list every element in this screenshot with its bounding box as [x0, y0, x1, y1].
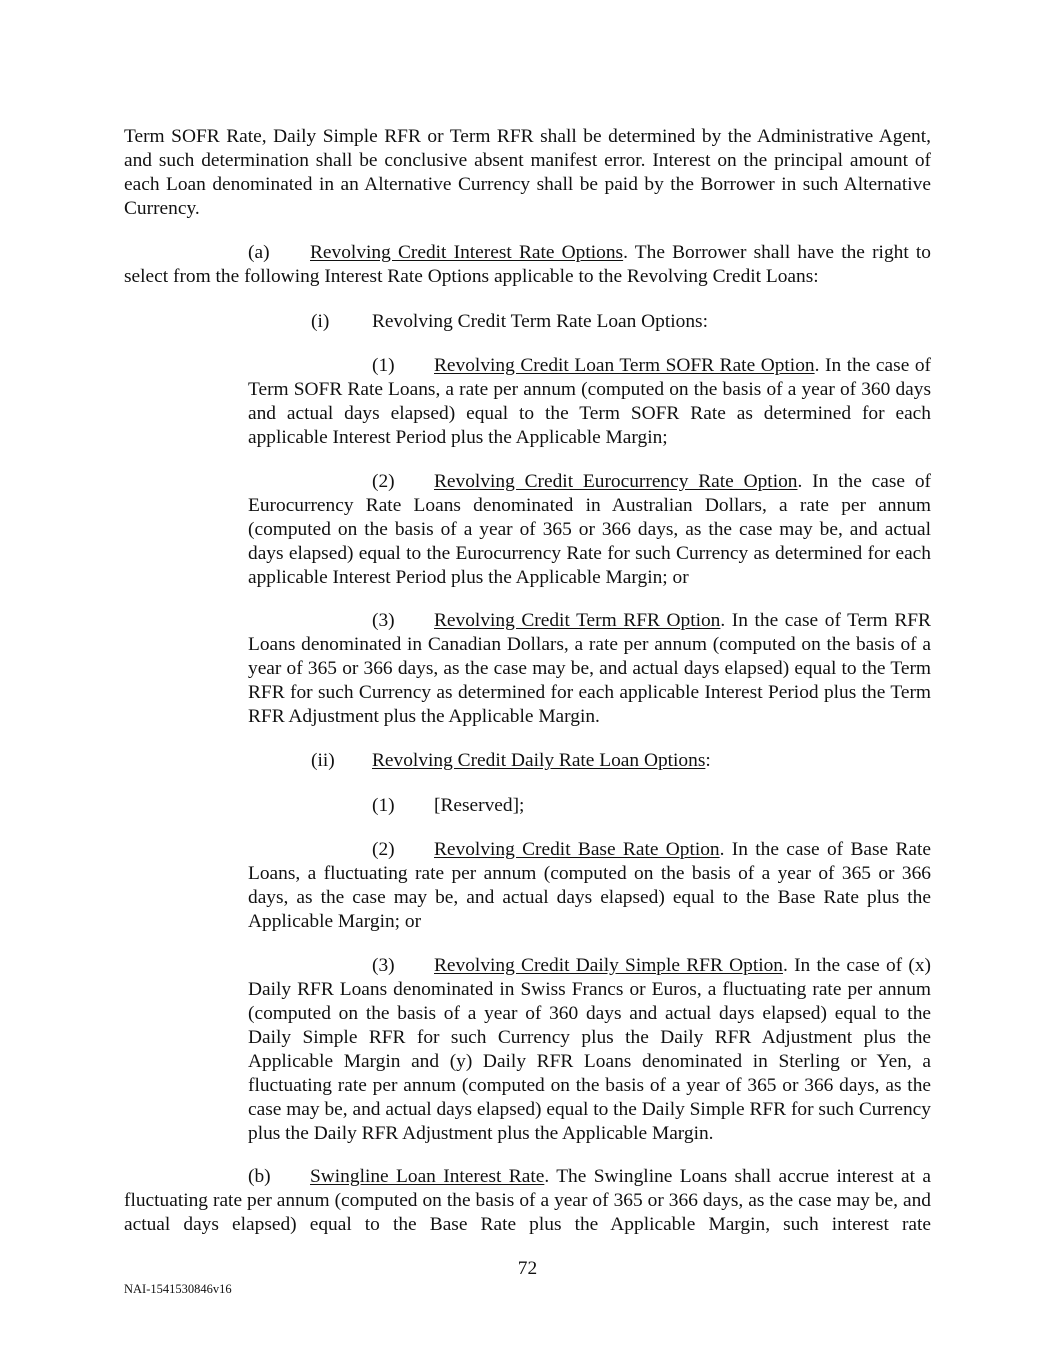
option-i1-paragraph: [248, 354, 931, 450]
section-b-text: . The Swingline Loans shall accrue interest at a fluctuating rate per annum (computed on the basis of a year of 365 or 366 days, as the case may be, and actual days elapsed) equal to the Base Rate plus the Applicable Margin, such interest rate: [124, 1166, 931, 1235]
section-b-title: Swingline Loan Interest Rate: [310, 1166, 545, 1187]
option-i3-text: . In the case of Term RFR Loans denominated in Canadian Dollars, a rate per annum (computed on the basis of a year of 365 or 366 days, as the case may be, and actual days elapsed) equal to the Term RFR for such Currency as determined for each applicable Interest Period plus the Term RFR Adjustment plus the Applicable Margin.: [248, 610, 931, 727]
option-ii3-number: (3): [372, 955, 395, 976]
section-ii-colon: :: [705, 750, 711, 771]
section-ii-number: (ii): [311, 750, 335, 771]
option-i2-title: Revolving Credit Eurocurrency Rate Option: [434, 471, 798, 492]
option-i3-number: (3): [372, 610, 395, 631]
option-ii3-paragraph: [248, 954, 931, 1146]
section-a-paragraph: [124, 241, 931, 289]
option-i3-title: Revolving Credit Term RFR Option: [434, 610, 721, 631]
option-ii3-title: Revolving Credit Daily Simple RFR Option: [434, 955, 783, 976]
option-i1-title: Revolving Credit Loan Term SOFR Rate Option: [434, 355, 815, 376]
option-i2-paragraph: [248, 470, 931, 590]
section-a-number: (a): [248, 242, 270, 263]
section-a-text: . The Borrower shall have the right to select from the following Interest Rate Options applicable to the Revolving Credit Loans:: [124, 242, 931, 287]
option-ii2-text: . In the case of Base Rate Loans, a fluctuating rate per annum (computed on the basis of a year of 365 or 366 days, as the case may be, and actual days elapsed) equal to the Base Rate plus the Applicable Margin; or: [248, 839, 931, 932]
intro-paragraph: [124, 125, 931, 221]
option-i2-number: (2): [372, 471, 395, 492]
section-ii-heading: [311, 749, 711, 773]
option-i1-number: (1): [372, 355, 395, 376]
option-i1-text: . In the case of Term SOFR Rate Loans, a rate per annum (computed on the basis of a year of 360 days and actual days elapsed) equal to the Term SOFR Rate as determined for each applicable Interest Period plus the Applicable Margin;: [248, 355, 931, 448]
section-b-paragraph: [124, 1165, 931, 1237]
option-ii1-number: (1): [372, 795, 395, 816]
option-ii3-text: . In the case of (x) Daily RFR Loans denominated in Swiss Francs or Euros, a fluctuating rate per annum (computed on the basis of a year of 360 days and actual days elapsed) equal to the Daily Simple RFR for such Currency plus the Daily RFR Adjustment plus the Applicable Margin and (y) Daily RFR Loans denominated in Sterling or Yen, a fluctuating rate per annum (computed on the basis of a year of 365 or 366 days, as the case may be, and actual days elapsed) equal to the Daily Simple RFR for such Currency plus the Daily RFR Adjustment plus the Applicable Margin.: [248, 955, 931, 1144]
option-ii1-title: [Reserved];: [434, 795, 525, 816]
section-i-number: (i): [311, 311, 330, 332]
section-b-number: (b): [248, 1166, 271, 1187]
option-ii1-paragraph: [372, 794, 524, 818]
option-ii2-number: (2): [372, 839, 395, 860]
section-i-heading: [311, 310, 708, 334]
option-ii2-paragraph: [248, 838, 931, 934]
section-i-title: Revolving Credit Term Rate Loan Options:: [372, 311, 708, 332]
page-number: 72: [517, 1258, 538, 1279]
option-i2-text: . In the case of Eurocurrency Rate Loans denominated in Australian Dollars, a rate per annum (computed on the basis of a year of 365 or 366 days, as the case may be, and actual days elapsed) equal to the Eurocurrency Rate for such Currency as determined for each applicable Interest Period plus the Applicable Margin; or: [248, 471, 931, 588]
section-a-title: Revolving Credit Interest Rate Options: [310, 242, 624, 263]
section-ii-title: Revolving Credit Daily Rate Loan Options: [372, 750, 706, 771]
option-ii2-title: Revolving Credit Base Rate Option: [434, 839, 720, 860]
intro-text: Term SOFR Rate, Daily Simple RFR or Term RFR shall be determined by the Administrative Agent, and such determination shall be conclusive absent manifest error. Interest on the principal amount of each Loan denominated in an Alternative Currency shall be paid by the Borrower in such Alternative Currency.: [124, 126, 931, 219]
document-id: NAI-1541530846v16: [124, 1282, 232, 1296]
option-i3-paragraph: [248, 609, 931, 729]
